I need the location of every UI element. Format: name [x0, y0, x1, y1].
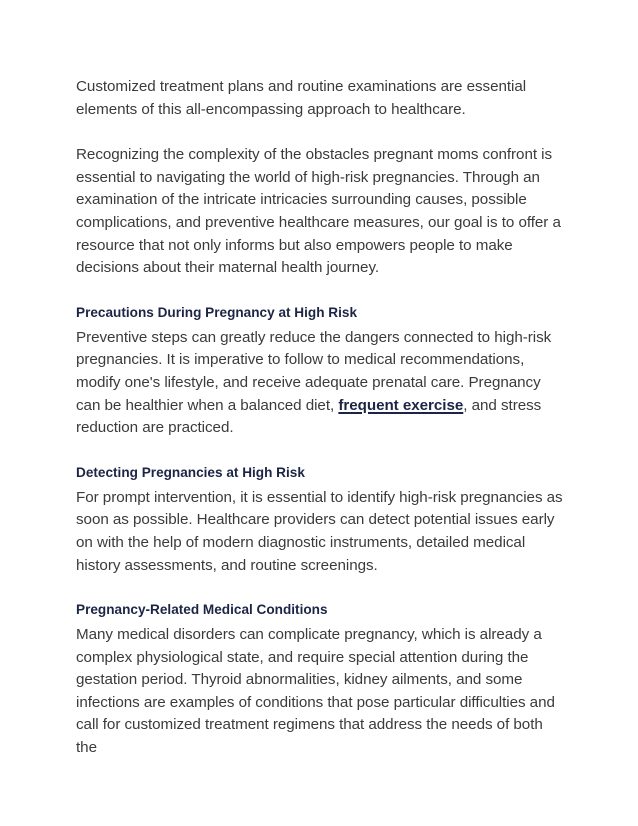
document-page [76, 76, 566, 760]
section-detecting [76, 463, 566, 577]
precautions-text-end: , and stress reduction are practiced. [76, 396, 542, 437]
section-heading-precautions: Precautions During Pregnancy at High Risk [76, 304, 358, 320]
section-heading-detecting: Detecting Pregnancies at High Risk [76, 464, 305, 480]
precautions-text-start: Preventive steps can greatly reduce the dangers connected to high-risk pregnancies. It is imperative to follow to medical recommendations, modify one's lifestyle, and receive adequate prenatal care. Pregnancy can be healthier when a balanced diet, [76, 328, 552, 414]
frequent-exercise-link[interactable]: frequent exercise [338, 396, 464, 414]
section-body-precautions [76, 327, 566, 440]
intro-paragraph-1: Customized treatment plans and routine examinations are essential elements of this all-encompassing approach to healthcare. [76, 78, 527, 118]
section-medical-conditions [76, 600, 566, 760]
intro-paragraph-2: Recognizing the complexity of the obstacles pregnant moms confront is essential to navigating the world of high-risk pregnancies. Through an examination of the intricate intricacies surrounding causes, possible complications, and preventive healthcare measures, our goal is to offer a resource that not only informs but also empowers people to make decisions about their maternal health journey. [76, 146, 561, 277]
section-body-medical-conditions: Many medical disorders can complicate pregnancy, which is already a complex physiological state, and require special attention during the gestation period. Thyroid abnormalities, kidney ailments, and some infections are examples of conditions that pose particular difficulties and call for customized treatment regimens that address the needs of both the [76, 626, 555, 757]
section-heading-medical-conditions: Pregnancy-Related Medical Conditions [76, 602, 328, 618]
section-body-detecting: For prompt intervention, it is essential to identify high-risk pregnancies as soon as possible. Healthcare providers can detect potential issues early on with the help of modern diagnostic instruments, detailed medical history assessments, and routine screenings. [76, 488, 563, 574]
section-precautions [76, 303, 566, 440]
